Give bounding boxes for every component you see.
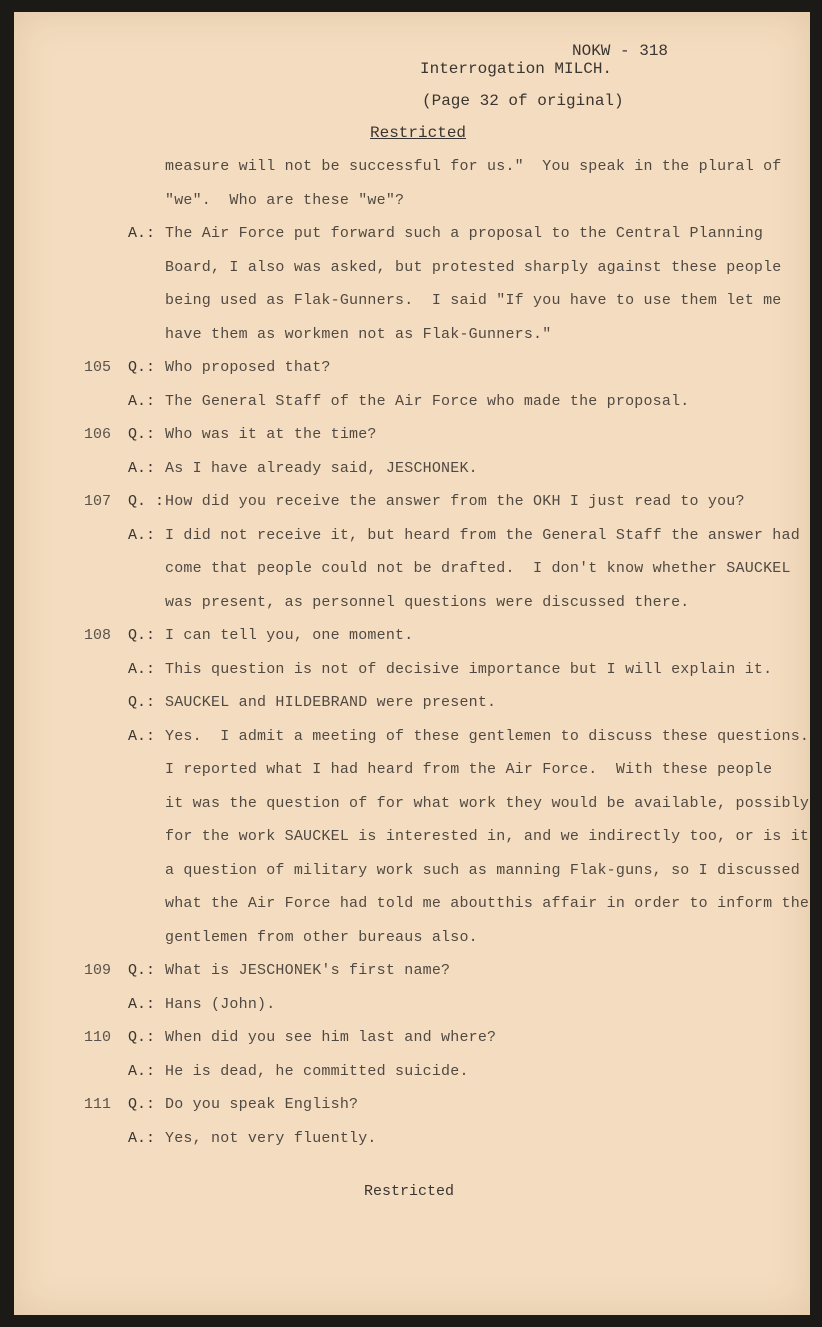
transcript-line: "we". Who are these "we"? [165, 192, 405, 209]
transcript-line: Board, I also was asked, but protested sharply against these people [165, 259, 782, 276]
transcript-line: What is JESCHONEK's first name? [165, 962, 451, 979]
speaker-label: Q.: [128, 962, 156, 979]
question-number: 111 [84, 1096, 112, 1113]
transcript-line: Yes. I admit a meeting of these gentlemen to discuss these questions. [165, 728, 810, 745]
transcript-line: Yes, not very fluently. [165, 1130, 377, 1147]
speaker-label: A.: [128, 1130, 156, 1147]
transcript-line: The Air Force put forward such a proposal to the Central Planning [165, 225, 764, 242]
speaker-label: A.: [128, 728, 156, 745]
speaker-label: A.: [128, 527, 156, 544]
question-number: 109 [84, 962, 112, 979]
question-number: 105 [84, 359, 112, 376]
question-number: 107 [84, 493, 112, 510]
speaker-label: A.: [128, 661, 156, 678]
speaker-label: Q.: [128, 1029, 156, 1046]
transcript-line: How did you receive the answer from the OKH I just read to you? [165, 493, 745, 510]
question-number: 106 [84, 426, 112, 443]
document-number: NOKW - 318 [572, 42, 669, 60]
transcript-line: what the Air Force had told me aboutthis affair in order to inform the [165, 895, 810, 912]
classification-footer: Restricted [364, 1183, 455, 1200]
document-page [14, 12, 810, 1315]
speaker-label: A.: [128, 1063, 156, 1080]
speaker-label: Q.: [128, 359, 156, 376]
transcript-line: As I have already said, JESCHONEK. [165, 460, 478, 477]
transcript-line: it was the question of for what work they would be available, possibly [165, 795, 810, 812]
speaker-label: Q.: [128, 627, 156, 644]
question-number: 110 [84, 1029, 112, 1046]
page-note: (Page 32 of original) [422, 92, 624, 110]
speaker-label: A.: [128, 996, 156, 1013]
transcript-line: Do you speak English? [165, 1096, 359, 1113]
transcript-line: This question is not of decisive importance but I will explain it. [165, 661, 773, 678]
question-number: 108 [84, 627, 112, 644]
transcript-line: I can tell you, one moment. [165, 627, 414, 644]
transcript-line: I reported what I had heard from the Air Force. With these people [165, 761, 773, 778]
transcript-line: have them as workmen not as Flak-Gunners." [165, 326, 552, 343]
transcript-line: Hans (John). [165, 996, 276, 1013]
transcript-line: When did you see him last and where? [165, 1029, 497, 1046]
transcript-line: SAUCKEL and HILDEBRAND were present. [165, 694, 497, 711]
speaker-label: A.: [128, 225, 156, 242]
speaker-label: Q.: [128, 694, 156, 711]
speaker-label: A.: [128, 460, 156, 477]
speaker-label: Q.: [128, 426, 156, 443]
transcript-line: Who proposed that? [165, 359, 331, 376]
transcript-line: I did not receive it, but heard from the General Staff the answer had [165, 527, 800, 544]
speaker-label: Q. : [128, 493, 165, 510]
classification-header: Restricted [370, 124, 467, 142]
transcript-line: was present, as personnel questions were discussed there. [165, 594, 690, 611]
transcript-line: measure will not be successful for us." You speak in the plural of [165, 158, 782, 175]
document-title: Interrogation MILCH. [420, 60, 613, 78]
transcript-line: being used as Flak-Gunners. I said "If you have to use them let me [165, 292, 782, 309]
transcript-line: He is dead, he committed suicide. [165, 1063, 469, 1080]
transcript-line: Who was it at the time? [165, 426, 377, 443]
speaker-label: A.: [128, 393, 156, 410]
transcript-line: The General Staff of the Air Force who made the proposal. [165, 393, 690, 410]
transcript-line: come that people could not be drafted. I don't know whether SAUCKEL [165, 560, 791, 577]
transcript-line: gentlemen from other bureaus also. [165, 929, 478, 946]
transcript-line: for the work SAUCKEL is interested in, and we indirectly too, or is it [165, 828, 810, 845]
speaker-label: Q.: [128, 1096, 156, 1113]
transcript-line: a question of military work such as manning Flak-guns, so I discussed [165, 862, 800, 879]
